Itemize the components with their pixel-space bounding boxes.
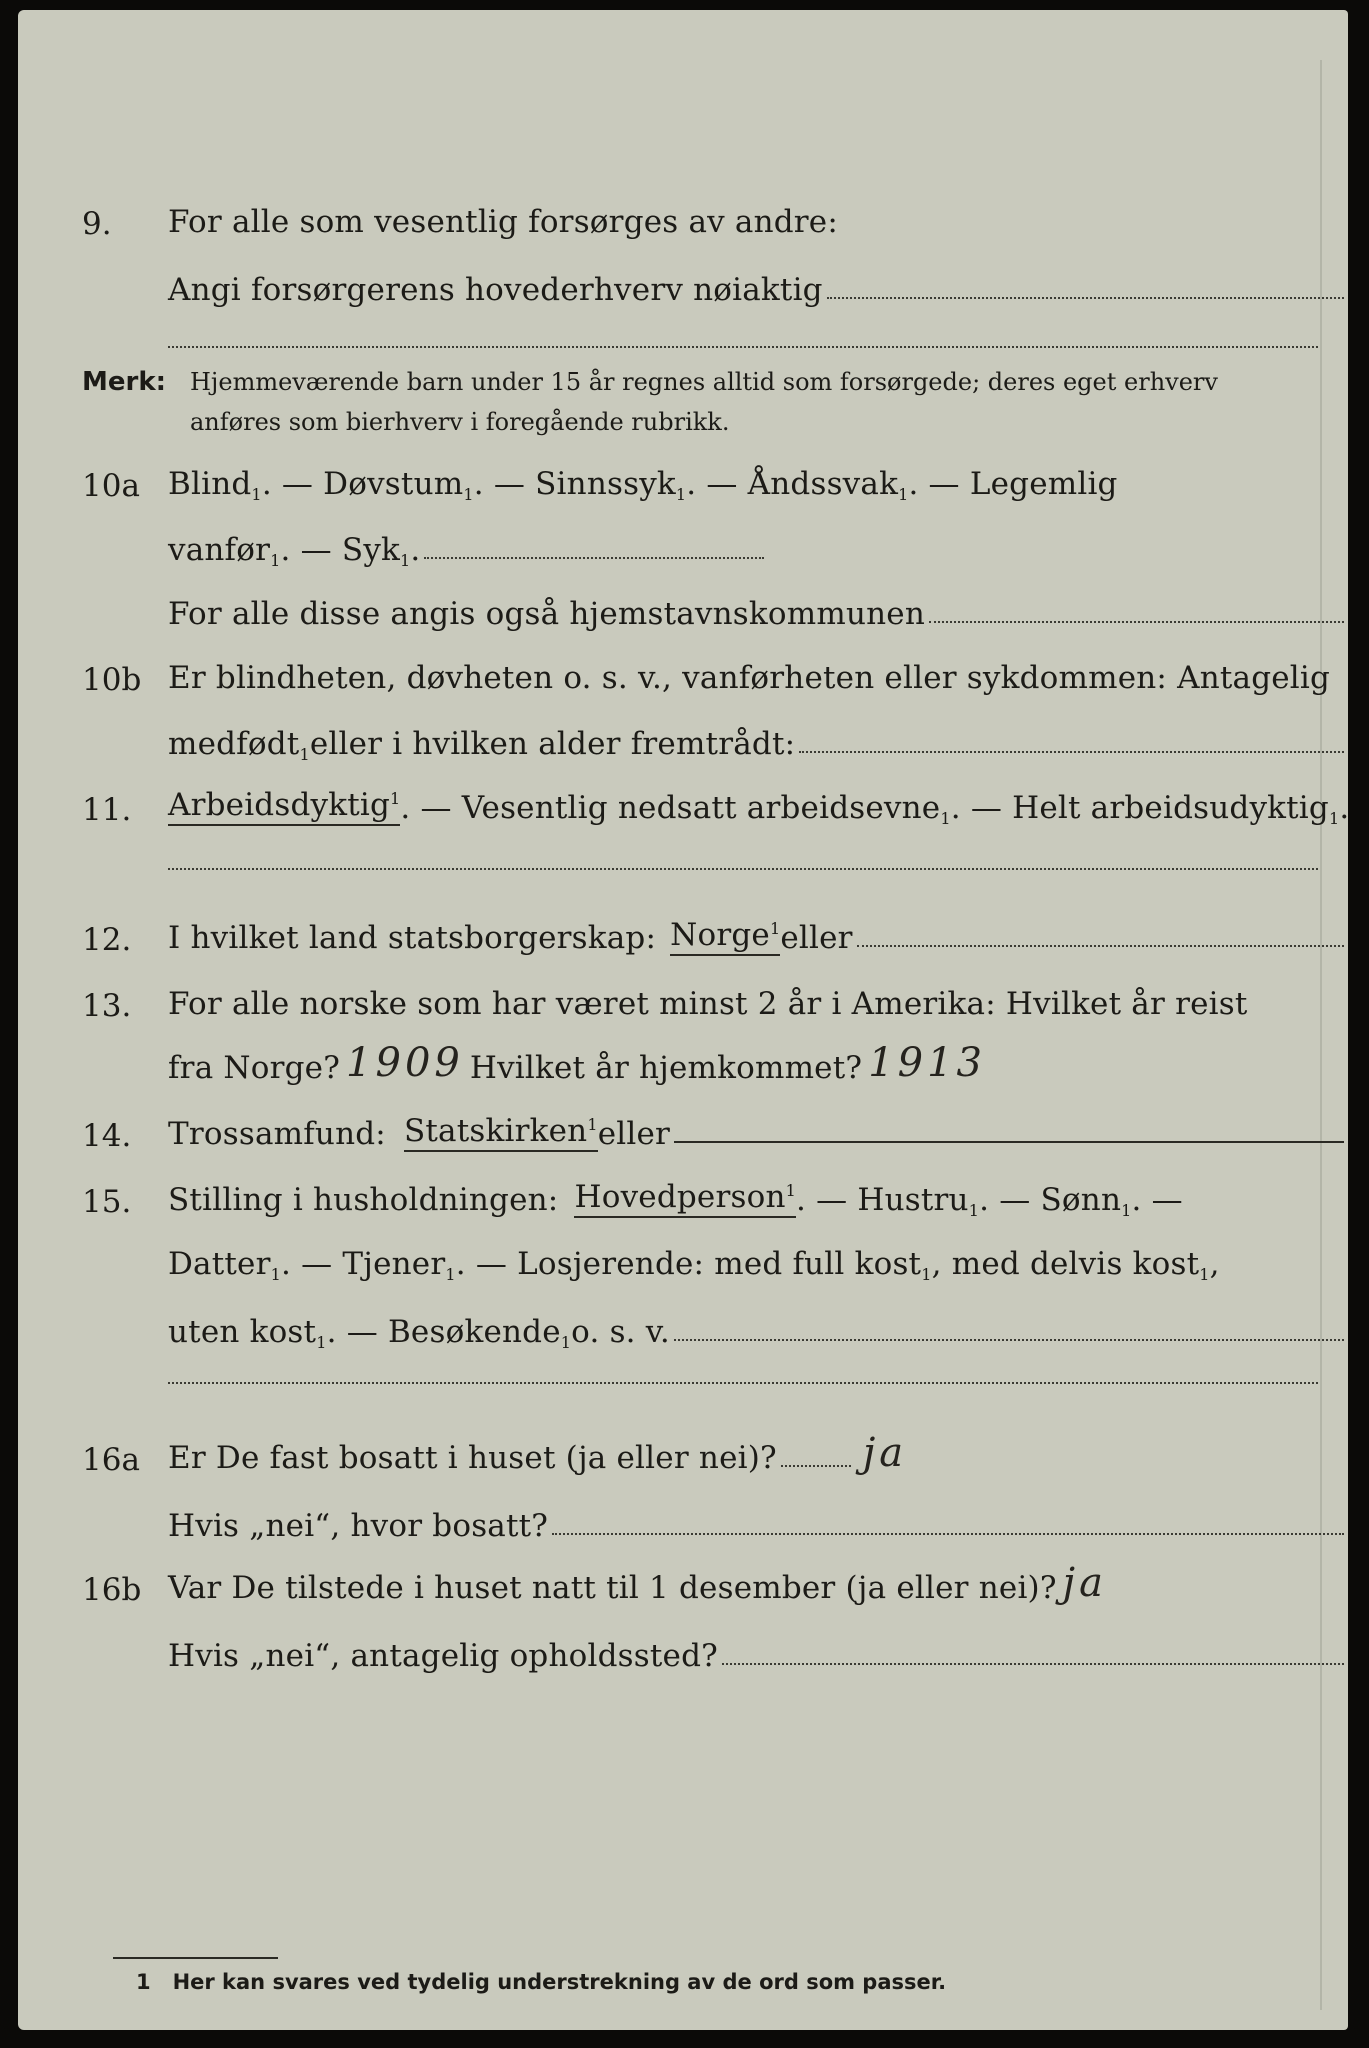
q11-answer-line [168,868,1318,870]
q10a-syk-dot: . [410,532,421,568]
q12-norge-selected[interactable] [670,917,780,956]
footnote-mark: 1 [1121,1201,1132,1220]
q10b-alder: eller i hvilken alder fremtrådt: [309,726,796,762]
q15-dash: . — [1131,1182,1183,1218]
footnote-mark: 1 [587,1115,598,1134]
footnote-mark: 1 [675,485,687,504]
footnote-mark: 1 [445,1265,456,1284]
q16a-line2-text: Hvis „nei“, hvor bosatt? [168,1508,549,1544]
q15-answer-line [168,1382,1318,1384]
q13-hjem-answer[interactable]: 1913 [868,1040,986,1086]
q11-udyktig[interactable]: . — Helt arbeidsudyktig [950,790,1329,826]
page-fold-line [1320,60,1322,2010]
q15-label: Stilling i husholdningen: [168,1182,559,1218]
q11-arbeidsdyktig-selected[interactable] [168,787,400,826]
q10a-line2 [168,518,1348,568]
footnote-mark: 1 [968,1201,980,1220]
footnote-mark: 1 [390,789,401,808]
q10a-dovstum: . — Døvstum [261,466,464,502]
q10b-line1-text: Er blindheten, døvheten o. s. v., vanførheten eller sykdommen: Antagelig [168,660,1331,696]
q12-text: I hvilket land statsborgerskap: [168,920,657,956]
q14-statskirken-selected[interactable] [404,1113,598,1152]
q14-number: 14. [82,1118,132,1154]
footnote-mark: 1 [299,745,310,764]
q10a-line1 [168,452,1348,502]
q14-line [168,1102,1348,1152]
q13-reist-answer[interactable]: 1909 [346,1040,464,1086]
q16a-line2 [168,1494,1348,1544]
q13-line2 [168,1036,1348,1086]
q9-answer-line [168,346,1318,348]
q15-line3 [168,1300,1348,1350]
merk-line1: Hjemmeværende barn under 15 år regnes alltid som forsørgede; deres eget erhverv [190,368,1218,396]
q11-opt1-label: Arbeidsdyktig [168,787,391,823]
q15-answer-field[interactable] [674,1338,1344,1341]
q15-uten-kost[interactable]: uten kost [168,1314,317,1350]
q12-opt-label: Norge [670,917,770,953]
footnote-mark: 1 [1199,1265,1210,1284]
census-form-page [18,10,1348,2030]
q9-line1 [168,190,1348,240]
q10b-line2 [168,712,1348,762]
q16a-line1-text: Er De fast bosatt i huset (ja eller nei)? [168,1440,777,1476]
footnote-rule [113,1957,278,1959]
footnote-mark: 1 [270,1265,282,1284]
q15-delvis-kost[interactable]: , med delvis kost [931,1246,1200,1282]
footnote-mark: 1 [560,1333,572,1352]
footnote-mark: 1 [400,551,411,570]
q16b-line2-text: Hvis „nei“, antagelig opholdssted? [168,1638,718,1674]
merk-line2: anføres som bierhverv i foregående rubrikk. [190,408,730,436]
q10a-number: 10a [82,468,140,504]
q16b-line1-text: Var De tilstede i huset natt til 1 desember (ja eller nei)? [168,1570,1057,1606]
q11-line [168,776,1348,826]
q13-number: 13. [82,988,132,1024]
q16a-bosatt-field[interactable] [552,1532,1344,1535]
footnote-mark: 1 [921,1265,932,1284]
footnote-mark: 1 [769,919,781,938]
q14-text: Trossamfund: [168,1116,386,1152]
q10a-vanfor: vanfør [168,532,271,568]
footnote-mark: 1 [270,551,281,570]
q15-besokende[interactable]: . — Besøkende [326,1314,561,1350]
q14-opt-label: Statskirken [403,1113,588,1149]
q15-datter[interactable]: Datter [168,1246,271,1282]
q15-line1 [168,1168,1348,1218]
merk-label: Merk: [82,367,167,397]
q16b-opholdssted-field[interactable] [722,1662,1344,1665]
footnote-mark-1: 1 [136,1970,151,1994]
q11-number: 11. [82,792,132,828]
q10a-hjemstavn: For alle disse angis også hjemstavnskommunen [168,596,925,632]
footnote [136,1970,946,1994]
footnote-mark: 1 [785,1181,797,1200]
footnote-mark: 1 [1328,809,1340,828]
footnote-mark: 1 [316,1333,327,1352]
q15-opt-label: Hovedperson [574,1179,786,1215]
q16b-number: 16b [82,1572,142,1608]
q15-tjener[interactable]: . — Tjener [281,1246,446,1282]
q13-line1-text: For alle norske som har været minst 2 år i Amerika: Hvilket år reist [168,986,1248,1022]
q14-eller: eller [597,1116,671,1152]
q10b-line1 [168,646,1348,696]
q12-line [168,906,1348,956]
q10a-syk: . — Syk [280,532,401,568]
footnote-mark: 1 [898,485,909,504]
q10a-line3 [168,582,1348,632]
q16a-answer[interactable]: ja [862,1430,908,1476]
q10a-legemlig: . — Legemlig [908,466,1118,502]
q16b-line1 [168,1556,1348,1606]
q9-line1-text: For alle som vesentlig forsørges av andre: [168,204,838,240]
q9-line2-text: Angi forsørgerens hovederhverv nøiaktig [168,272,823,308]
q16b-line2 [168,1624,1348,1674]
footnote-mark: 1 [463,485,474,504]
q15-losjerende[interactable]: . — Losjerende: med full kost [455,1246,922,1282]
q13-hjem-label: Hvilket år hjemkommet? [469,1050,863,1086]
q12-answer-field[interactable] [857,944,1344,947]
q11-dot: . [1339,790,1350,826]
q9-number: 9. [82,206,112,242]
q15-hustru[interactable]: . — Hustru [796,1182,969,1218]
q15-osv: o. s. v. [571,1314,670,1350]
q16a-answer-dots [781,1465,851,1467]
q14-answer-field[interactable] [674,1140,1344,1143]
q15-sonn[interactable]: . — Sønn [979,1182,1122,1218]
q9-answer-field[interactable] [827,296,1344,299]
footnote-mark: 1 [940,809,951,828]
q9-line2 [168,258,1348,308]
q12-number: 12. [82,922,132,958]
q10a-syk-field[interactable] [424,557,764,559]
q10a-hjemstavn-field[interactable] [929,620,1344,623]
q13-line1 [168,972,1348,1022]
q10a-blind: Blind [168,466,252,502]
q15-hovedperson-selected[interactable] [574,1179,796,1218]
q10a-andssvak: . — Åndssvak [686,466,899,502]
q16a-number: 16a [82,1442,140,1478]
q16b-answer[interactable]: ja [1062,1560,1107,1606]
q10b-medfodt: medfødt [168,726,300,762]
q15-number: 15. [82,1184,132,1220]
q11-nedsatt[interactable]: . — Vesentlig nedsatt arbeidsevne [400,790,941,826]
q15-comma: , [1209,1246,1220,1282]
q13-reist-label: fra Norge? [168,1050,341,1086]
q10a-sinnssyk: . — Sinnssyk [473,466,676,502]
q10b-answer-field[interactable] [799,750,1344,753]
q16a-line1 [168,1426,1348,1476]
q10b-number: 10b [82,662,142,698]
footnote-mark: 1 [251,485,262,504]
q12-eller: eller [780,920,853,956]
q15-line2 [168,1232,1348,1282]
footnote-text: Her kan svares ved tydelig understrekning av de ord som passer. [172,1970,947,1994]
